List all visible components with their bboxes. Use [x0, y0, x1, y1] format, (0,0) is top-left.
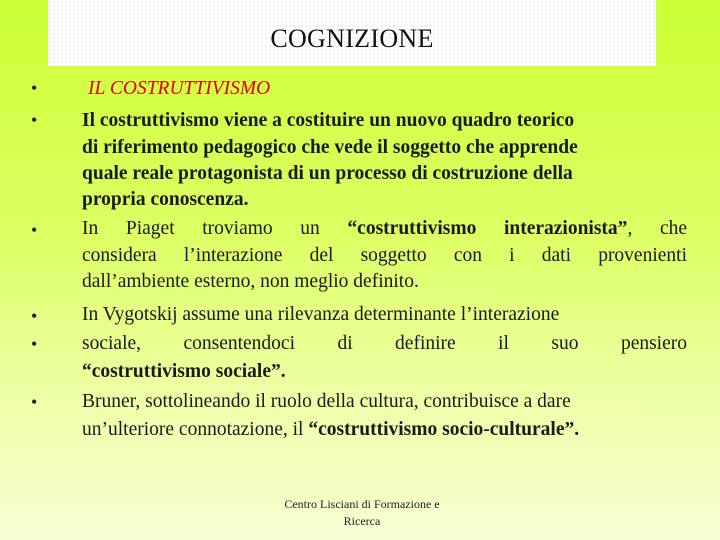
text-line: propria conoscenza. — [82, 189, 249, 210]
text-line: Bruner, sottolineando il ruolo della cultura, contribuisce a dare — [82, 391, 571, 412]
bullet: • — [31, 220, 38, 240]
text-span: un’ulteriore connotazione, il — [82, 419, 309, 440]
text-span: , che — [627, 218, 688, 239]
bullet: • — [31, 306, 38, 326]
bullet: • — [31, 334, 38, 354]
emphasis-term: “costruttivismo socio-culturale”. — [308, 419, 580, 440]
emphasis-term: “costruttivismo sociale”. — [82, 361, 286, 382]
text-span: In Piaget troviamo un — [82, 218, 348, 239]
bullet: • — [31, 78, 38, 98]
slide-title: COGNIZIONE — [270, 24, 434, 53]
title-box — [48, 0, 656, 66]
text-line — [82, 217, 687, 240]
text-line — [82, 418, 579, 441]
text-line: dall’ambiente esterno, non meglio definito. — [82, 271, 419, 292]
footer — [262, 496, 462, 530]
footer-line: Centro Lisciani di Formazione e — [284, 497, 440, 511]
slide-subtitle: IL COSTRUTTIVISMO — [88, 78, 271, 99]
emphasis-term: “costruttivismo interazionista” — [347, 218, 628, 239]
text-line: considera l’interazione del soggetto con i dati provenienti — [82, 245, 687, 266]
footer-line: Ricerca — [343, 514, 381, 528]
text-line: quale reale protagonista di un processo di costruzione della — [82, 163, 573, 184]
text-line: In Vygotskij assume una rilevanza determinante l’interazione — [82, 304, 560, 325]
text-line: di riferimento pedagogico che vede il soggetto che apprende — [82, 137, 578, 158]
bullet: • — [31, 392, 38, 412]
text-line: sociale, consentendoci di definire il suo pensiero — [82, 333, 687, 354]
bullet: • — [31, 110, 38, 130]
text-line: Il costruttivismo viene a costituire un nuovo quadro teorico — [82, 110, 575, 131]
